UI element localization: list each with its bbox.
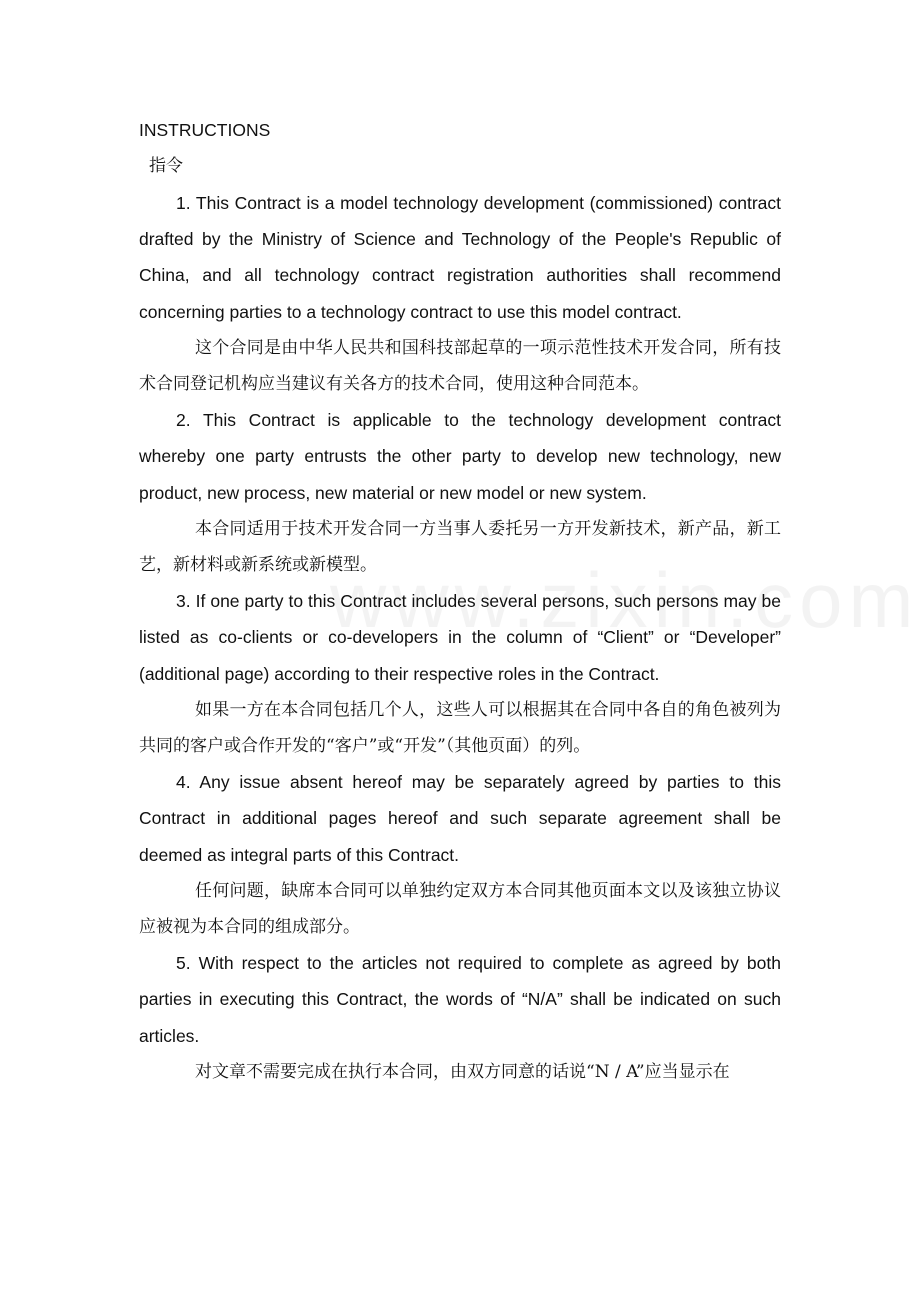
item-4-english: 4. Any issue absent hereof may be separately agreed by parties to this Contract in additional pages hereof and such separate agreement shall be deemed as integral parts of this Contract. [139,772,781,865]
item-1-chinese: 这个合同是由中华人民共和国科技部起草的一项示范性技术开发合同，所有技术合同登记机构应当建议有关各方的技术合同，使用这种合同范本。 [139,337,781,395]
item-2-english: 2. This Contract is applicable to the technology development contract whereby one party entrusts the other party to develop new technology, new product, new process, new material or new model or new system. [139,410,781,503]
item-3-chinese: 如果一方在本合同包括几个人，这些人可以根据其在合同中各自的角色被列为共同的客户或合作开发的“客户”或“开发”（其他页面）的列。 [139,699,781,757]
item-3-english: 3. If one party to this Contract includes several persons, such persons may be listed as co-clients or co-developers in the column of “Client” or “Developer” (additional page) according to their respective roles in the Contract. [139,591,781,684]
item-5-chinese: 对文章不需要完成在执行本合同，由双方同意的话说“N / A”应当显示在 [195,1061,730,1082]
item-1-english: 1. This Contract is a model technology development (commissioned) contract drafted by the Ministry of Science and Technology of the People's Republic of China, and all technology contract registration authorities shall recommend concerning parties to a technology contract to use this model contract. [139,193,781,322]
instructions-heading-chinese: 指令 [149,156,183,176]
item-4-chinese: 任何问题，缺席本合同可以单独约定双方本合同其他页面本文以及该独立协议应被视为本合同的组成部分。 [139,880,781,938]
instructions-heading: INSTRUCTIONS [139,120,271,140]
item-5-english: 5. With respect to the articles not required to complete as agreed by both parties in executing this Contract, the words of “N/A” shall be indicated on such articles. [139,953,781,1046]
item-2-chinese: 本合同适用于技术开发合同一方当事人委托另一方开发新技术，新产品，新工艺，新材料或新系统或新模型。 [139,518,781,576]
document-body [139,112,781,1090]
